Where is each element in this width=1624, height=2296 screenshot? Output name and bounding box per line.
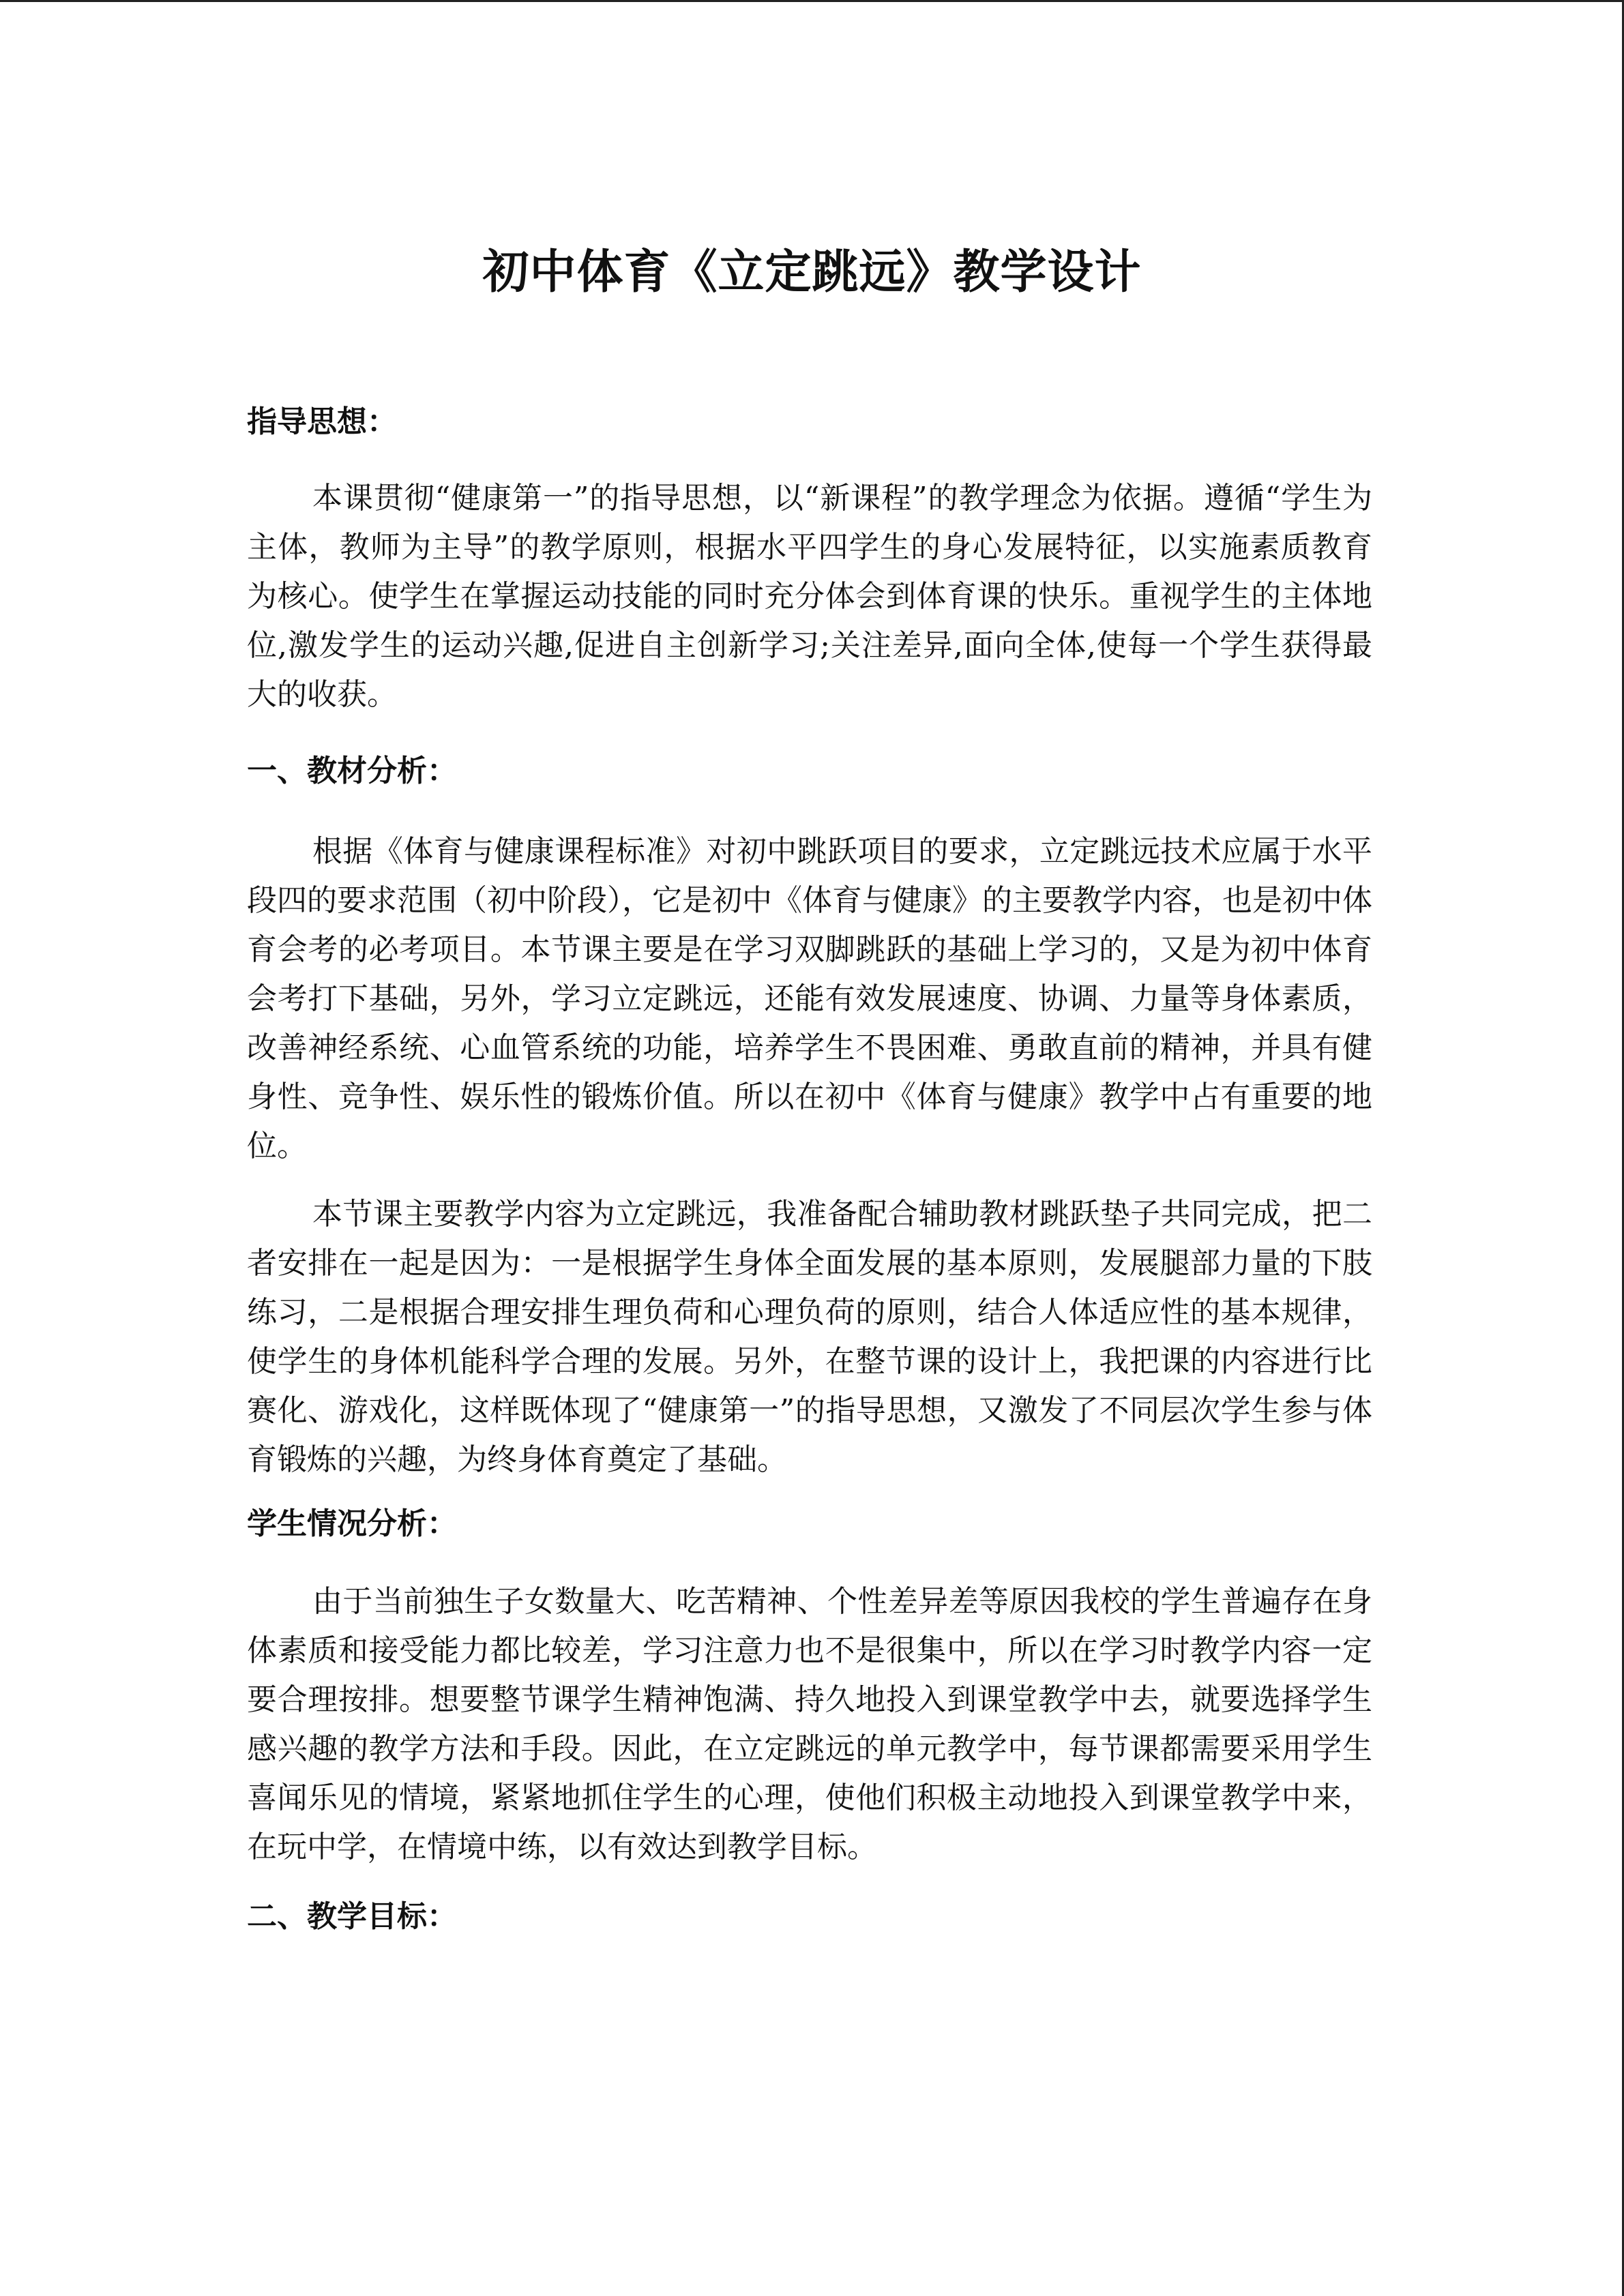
paragraph-student-analysis: 由于当前独生子女数量大、吃苦精神、个性差异差等原因我校的学生普遍存在身体素质和接受能力都比较差，学习注意力也不是很集中，所以在学习时教学内容一定要合理按排。想要整节课学生精神饱满、持久地投入到课堂教学中去，就要选择学生感兴趣的教学方法和手段。因此，在立定跳远的单元教学中，每节课都需要采用学生喜闻乐见的情境，紧紧地抓住学生的心理，使他们积极主动地投入到课堂教学中来，在玩中学，在情境中练，以有效达到教学目标。: [247, 1584, 1372, 1864]
section-heading-material-analysis: 一、教材分析：: [247, 754, 457, 788]
section-heading-student-analysis: 学生情况分析：: [247, 1506, 457, 1541]
paragraph-material-analysis-1: 根据《体育与健康课程标准》对初中跳跃项目的要求，立定跳远技术应属于水平段四的要求范围（初中阶段），它是初中《体育与健康》的主要教学内容，也是初中体育会考的必考项目。本节课主要是在学习双脚跳跃的基础上学习的，又是为初中体育会考打下基础，另外，学习立定跳远，还能有效发展速度、协调、力量等身体素质，改善神经系统、心血管系统的功能，培养学生不畏困难、勇敢直前的精神，并具有健身性、竞争性、娱乐性的锻炼价值。所以在初中《体育与健康》教学中占有重要的地位。: [247, 834, 1372, 1163]
section-heading-guiding-ideology: 指导思想：: [247, 404, 397, 439]
paragraph-material-analysis-2: 本节课主要教学内容为立定跳远，我准备配合辅助教材跳跃垫子共同完成，把二者安排在一起是因为：一是根据学生身体全面发展的基本原则，发展腿部力量的下肢练习，二是根据合理安排生理负荷和心理负荷的原则，结合人体适应性的基本规律，使学生的身体机能科学合理的发展。另外，在整节课的设计上，我把课的内容进行比赛化、游戏化，这样既体现了“健康第一”的指导思想，又激发了不同层次学生参与体育锻炼的兴趣，为终身体育奠定了基础。: [247, 1197, 1372, 1477]
document-title: 初中体育《立定跳远》教学设计: [482, 244, 1142, 299]
section-heading-teaching-objectives: 二、教学目标：: [247, 1899, 457, 1934]
paragraph-guiding-ideology: 本课贯彻“健康第一”的指导思想，以“新课程”的教学理念为依据。遵循“学生为主体，教师为主导”的教学原则，根据水平四学生的身心发展特征，以实施素质教育为核心。使学生在掌握运动技能的同时充分体会到体育课的快乐。重视学生的主体地位,激发学生的运动兴趣,促进自主创新学习;关注差异,面向全体,使每一个学生获得最大的收获。: [247, 481, 1372, 712]
document-body: [247, 398, 1372, 1941]
